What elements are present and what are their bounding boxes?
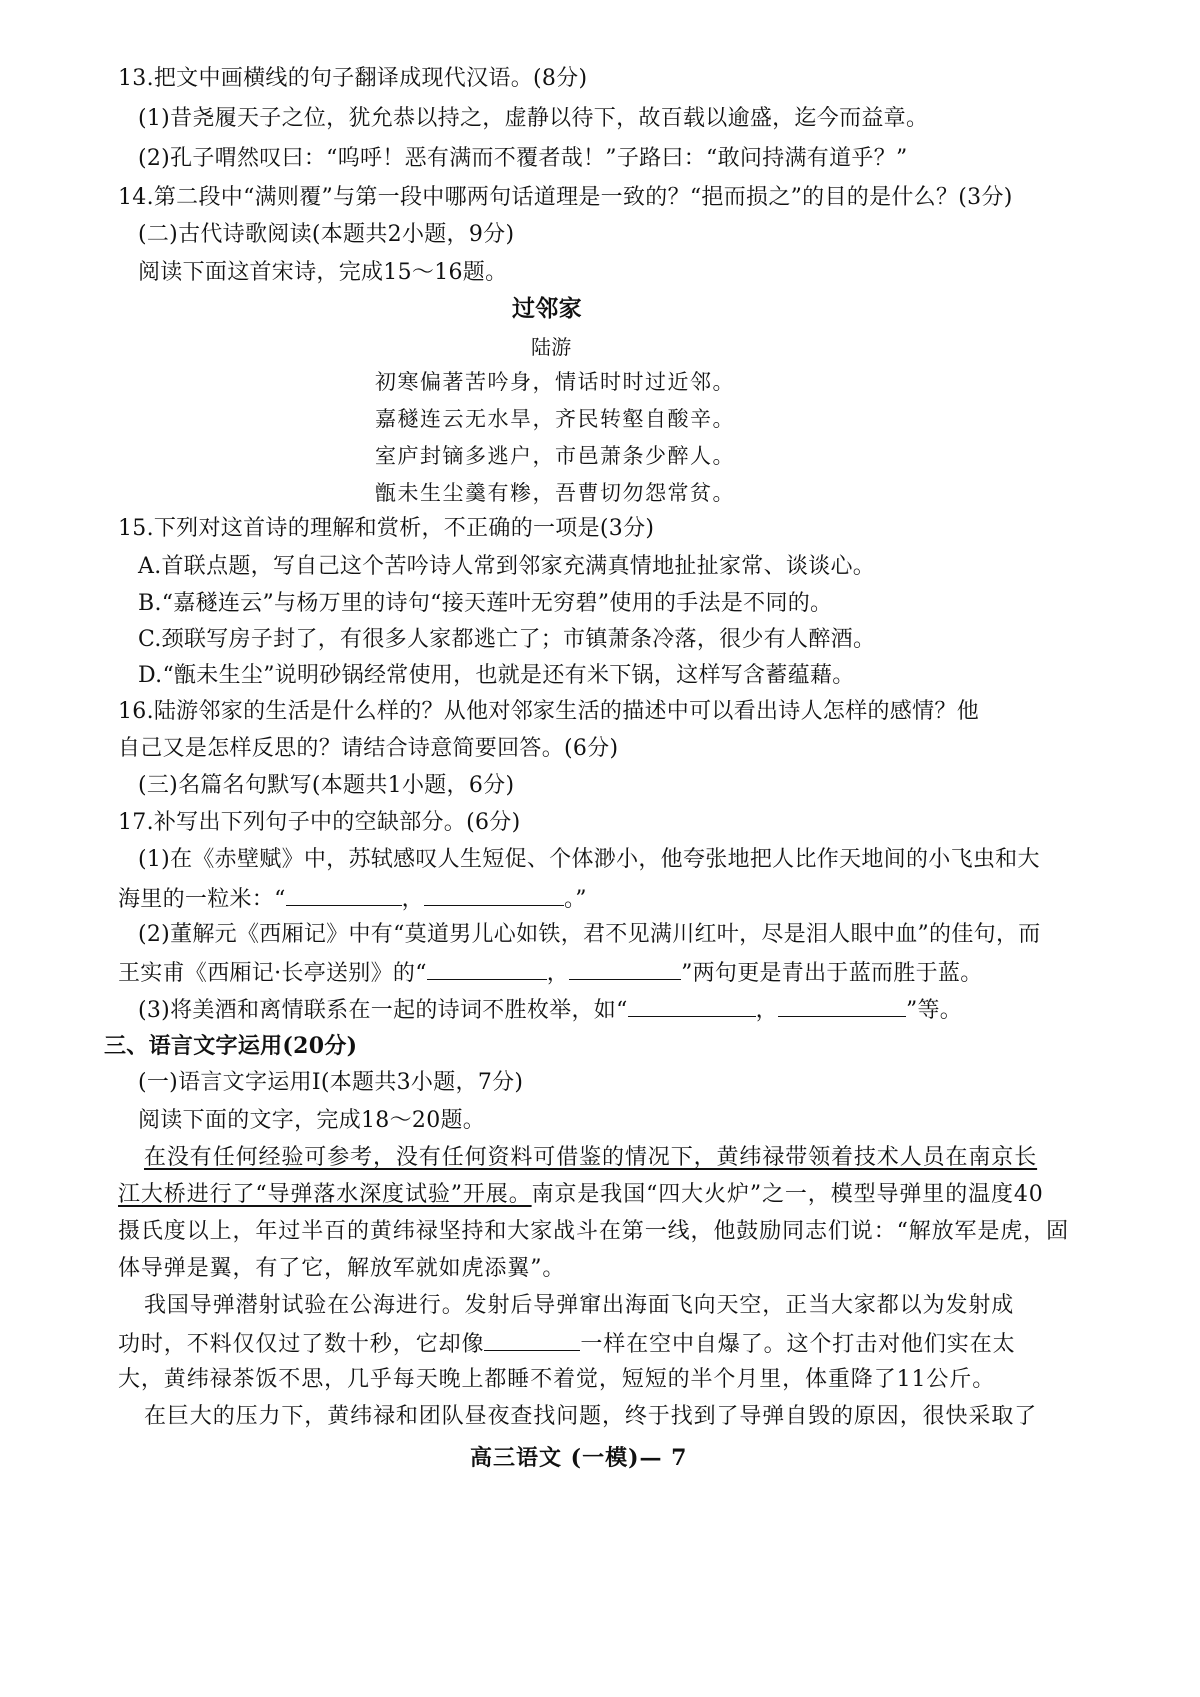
answer-blank[interactable] [424,883,564,906]
section-poetry-heading: (二)古代诗歌阅读(本题共2小题，9分) [138,222,515,247]
q17-part1-line1: (1)在《赤壁赋》中，苏轼感叹人生短促、个体渺小，他夸张地把人比作天地间的小飞虫和大 [138,847,1040,872]
q13-sentence-1: (1)昔尧履天子之位，犹允恭以持之，虚静以待下，故百载以逾盛，迄今而益章。 [138,106,929,131]
q17-part1-prefix: 海里的一粒米：“ [118,887,286,912]
poem-author: 陆游 [531,335,572,359]
q15-stem: 15.下列对这首诗的理解和赏析，不正确的一项是(3分) [118,516,655,541]
q15-option-d: D.“甑未生尘”说明砂锅经常使用，也就是还有米下锅，这样写含蓄蕴藉。 [138,663,855,688]
passage-underlined-end: 江大桥进行了“导弹落水深度试验”开展。 [118,1182,532,1207]
section-recite-heading: (三)名篇名句默写(本题共1小题，6分) [138,773,515,798]
answer-blank[interactable] [628,994,756,1017]
passage-p2-line1: 我国导弹潜射试验在公海进行。发射后导弹窜出海面飞向天空，正当大家都以为发射成 [144,1293,1015,1318]
q17-part1-line2 [118,883,587,915]
page-footer: 高三语文 (一模)— 7 [470,1445,688,1471]
q15-option-b: B.“嘉穟连云”与杨万里的诗句“接天莲叶无穷碧”使用的手法是不同的。 [138,591,833,616]
passage-p2-line2 [118,1328,1016,1360]
answer-blank[interactable] [427,957,547,980]
q13-sentence-2: (2)孔子喟然叹曰：“呜呼！恶有满而不覆者哉！”子路曰：“敢问持满有道乎？” [138,146,908,171]
poem-line-4: 甑未生尘羹有糁，吾曹切勿怨常贫。 [375,481,735,505]
q15-option-a: A.首联点题，写自己这个苦吟诗人常到邻家充满真情地扯扯家常、谈谈心。 [138,554,876,579]
q17-part2-line2 [118,957,983,989]
passage-p1-line4: 体导弹是翼，有了它，解放军就如虎添翼”。 [118,1256,566,1281]
q16-line-2: 自己又是怎样反思的？请结合诗意简要回答。(6分) [118,736,619,761]
passage-p2-line3: 大，黄纬禄茶饭不思，几乎每天晚上都睡不着觉，短短的半个月里，体重降了11公斤。 [118,1367,996,1392]
poem-line-3: 室庐封镝多逃户，市邑萧条少醉人。 [375,444,735,468]
answer-blank[interactable] [778,994,906,1017]
section-poetry-intro: 阅读下面这首宋诗，完成15～16题。 [138,260,508,285]
part3-subheading: (一)语言文字运用Ⅰ(本题共3小题，7分) [138,1070,524,1095]
answer-blank[interactable] [569,957,681,980]
q14-stem: 14.第二段中“满则覆”与第一段中哪两句话道理是一致的？“挹而损之”的目的是什么？(3分) [118,185,1013,210]
passage-p3-line1: 在巨大的压力下，黄纬禄和团队昼夜查找问题，终于找到了导弹自毁的原因，很快采取了 [144,1404,1038,1429]
answer-blank[interactable] [484,1328,580,1351]
part3-heading: 三、语言文字运用(20分) [104,1033,358,1059]
passage-p2-line2-a: 功时，不料仅仅过了数十秒，它却像 [118,1332,485,1357]
passage-p1-line3: 摄氏度以上，年过半百的黄纬禄坚持和大家战斗在第一线，他鼓励同志们说：“解放军是虎，固 [118,1219,1070,1244]
poem-line-1: 初寒偏著苦吟身，情话时时过近邻。 [375,370,735,394]
passage-underlined-sentence: 在没有任何经验可参考，没有任何资料可借鉴的情况下，黄纬禄带领着技术人员在南京长 [144,1145,1038,1170]
q17-part3-sep: ， [755,998,778,1023]
passage-p1-line2 [118,1180,1044,1210]
q17-part3-end: ”等。 [905,998,963,1023]
q17-part2-prefix: 王实甫《西厢记·长亭送别》的“ [118,961,427,986]
answer-blank[interactable] [286,883,402,906]
q17-part3-prefix: (3)将美酒和离情联系在一起的诗词不胜枚举，如“ [138,998,628,1023]
q17-part3 [138,994,962,1026]
q17-part2-end: ”两句更是青出于蓝而胜于蓝。 [681,961,983,986]
q17-part1-end: 。” [563,887,587,912]
part3-intro: 阅读下面的文字，完成18～20题。 [138,1108,486,1133]
q17-part1-sep: ， [401,887,424,912]
q16-line-1: 16.陆游邻家的生活是什么样的？从他对邻家生活的描述中可以看出诗人怎样的感情？他 [118,699,979,724]
q15-option-c: C.颈联写房子封了，有很多人家都逃亡了；市镇萧条冷落，很少有人醉酒。 [138,627,876,652]
q17-stem: 17.补写出下列句子中的空缺部分。(6分) [118,810,521,835]
poem-line-2: 嘉穟连云无水旱，齐民转壑自酸辛。 [375,407,735,431]
q17-part2-line1: (2)董解元《西厢记》中有“莫道男儿心如铁，君不见满川红叶，尽是泪人眼中血”的佳句，而 [138,922,1041,947]
passage-p1-line2-rest: 南京是我国“四大火炉”之一，模型导弹里的温度40 [531,1182,1044,1207]
q17-part2-sep: ， [546,961,570,986]
q13-stem: 13.把文中画横线的句子翻译成现代汉语。(8分) [118,66,588,91]
poem-title: 过邻家 [512,296,582,322]
passage-p2-line2-b: 一样在空中自爆了。这个打击对他们实在太 [580,1332,1016,1357]
